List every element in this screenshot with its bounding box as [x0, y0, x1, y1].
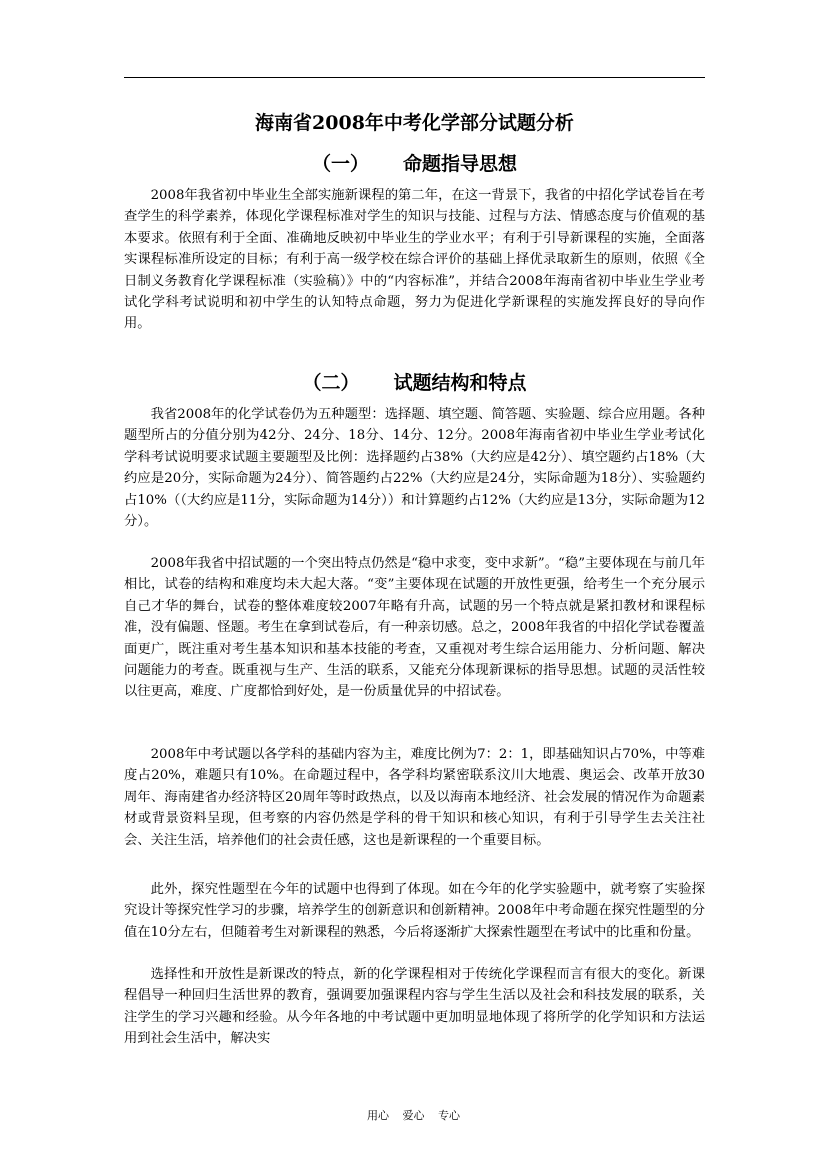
section-heading-1	[124, 151, 705, 177]
section-number-1: （一）	[311, 153, 369, 175]
footer-word-2: 爱心	[402, 1109, 425, 1122]
footer-word-1: 用心	[367, 1109, 389, 1122]
paragraph-5: 此外，探究性题型在今年的试题中也得到了体现。如在今年的化学实验题中，就考察了实验探究设计等探究性学习的步骤，培养学生的创新意识和创新精神。2008年中考命题在探究性题型的分值在10分左右，但随着考生对新课程的熟悉，今后将逐渐扩大探索性题型在考试中的比重和份量。	[124, 882, 705, 940]
paragraph-1: 2008年我省初中毕业生全部实施新课程的第二年，在这一背景下，我省的中招化学试卷旨在考查学生的科学素养，体现化学课程标准对学生的知识与技能、过程与方法、情感态度与价值观的基本要求。依照有利于全面、准确地反映初中毕业生的学业水平；有利于引导新课程的实施，全面落实课程标准所设定的目标；有利于高一级学校在综合评价的基础上择优录取新生的原则，依照《全日制义务教育化学课程标准（实验稿）》中的“内容标准”，并结合2008年海南省初中毕业生学业考试化学科考试说明和初中学生的认知特点命题，努力为促进化学新课程的实施发挥良好的导向作用。	[124, 188, 705, 332]
footer-word-3: 专心	[438, 1109, 460, 1122]
paragraph-2: 我省2008年的化学试卷仍为五种题型：选择题、填空题、简答题、实验题、综合应用题。各种题型所占的分值分别为42分、24分、18分、14分、12分。2008年海南省初中毕业生学业考试化学科考试说明要求试题主要题型及比例：选择题约占38%（大约应是42分）、填空题约占18%（大约应是20分，实际命题为24分）、简答题约占22%（大约应是24分，实际命题为18分）、实验题约占10%（（大约应是11分，实际命题为14分））和计算题约占12%（大约应是13分，实际命题为12分）。	[124, 407, 705, 530]
header-rule	[124, 77, 705, 78]
section-title-1: 命题指导思想	[403, 153, 518, 175]
page-footer	[0, 1107, 827, 1123]
paragraph-4: 2008年中考试题以各学科的基础内容为主，难度比例为7：2：1，即基础知识占70%，中等难度占20%，难题只有10%。在命题过程中，各学科均紧密联系汶川大地震、奥运会、改革开放30周年、海南建省办经济特区20周年等时政热点，以及以海南本地经济、社会发展的情况作为命题素材或背景资料呈现，但考察的内容仍然是学科的骨干知识和核心知识，有利于引导学生去关注社会、关注生活，培养他们的社会责任感，这也是新课程的一个重要目标。	[124, 747, 705, 848]
paragraph-6: 选择性和开放性是新课改的特点，新的化学课程相对于传统化学课程而言有很大的变化。新课程倡导一种回归生活世界的教育，强调要加强课程内容与学生生活以及社会和科技发展的联系，关注学生的学习兴趣和经验。从今年各地的中考试题中更加明显地体现了将所学的化学知识和方法运用到社会生活中，解决实	[124, 967, 705, 1047]
section-title-2: 试题结构和特点	[393, 372, 527, 394]
section-number-2: （二）	[302, 372, 360, 394]
document-title: 海南省2008年中考化学部分试题分析	[255, 112, 574, 134]
paragraph-3: 2008年我省中招试题的一个突出特点仍然是“稳中求变，变中求新”。“稳”主要体现在与前几年相比，试卷的结构和难度均未大起大落。“变”主要体现在试题的开放性更强，给考生一个充分展示自己才华的舞台，试卷的整体难度较2007年略有升高，试题的另一个特点就是紧扣教材和课程标准，没有偏题、怪题。考生在拿到试卷后，有一种亲切感。总之，2008年我省的中招化学试卷覆盖面更广，既注重对考生基本知识和基本技能的考查，又重视对考生综合运用能力、分析问题、解决问题能力的考查。既重视与生产、生活的联系，又能充分体现新课标的指导思想。试题的灵活性较以往更高，难度、广度都恰到好处，是一份质量优异的中招试卷。	[124, 556, 705, 700]
section-heading-2	[124, 370, 705, 396]
